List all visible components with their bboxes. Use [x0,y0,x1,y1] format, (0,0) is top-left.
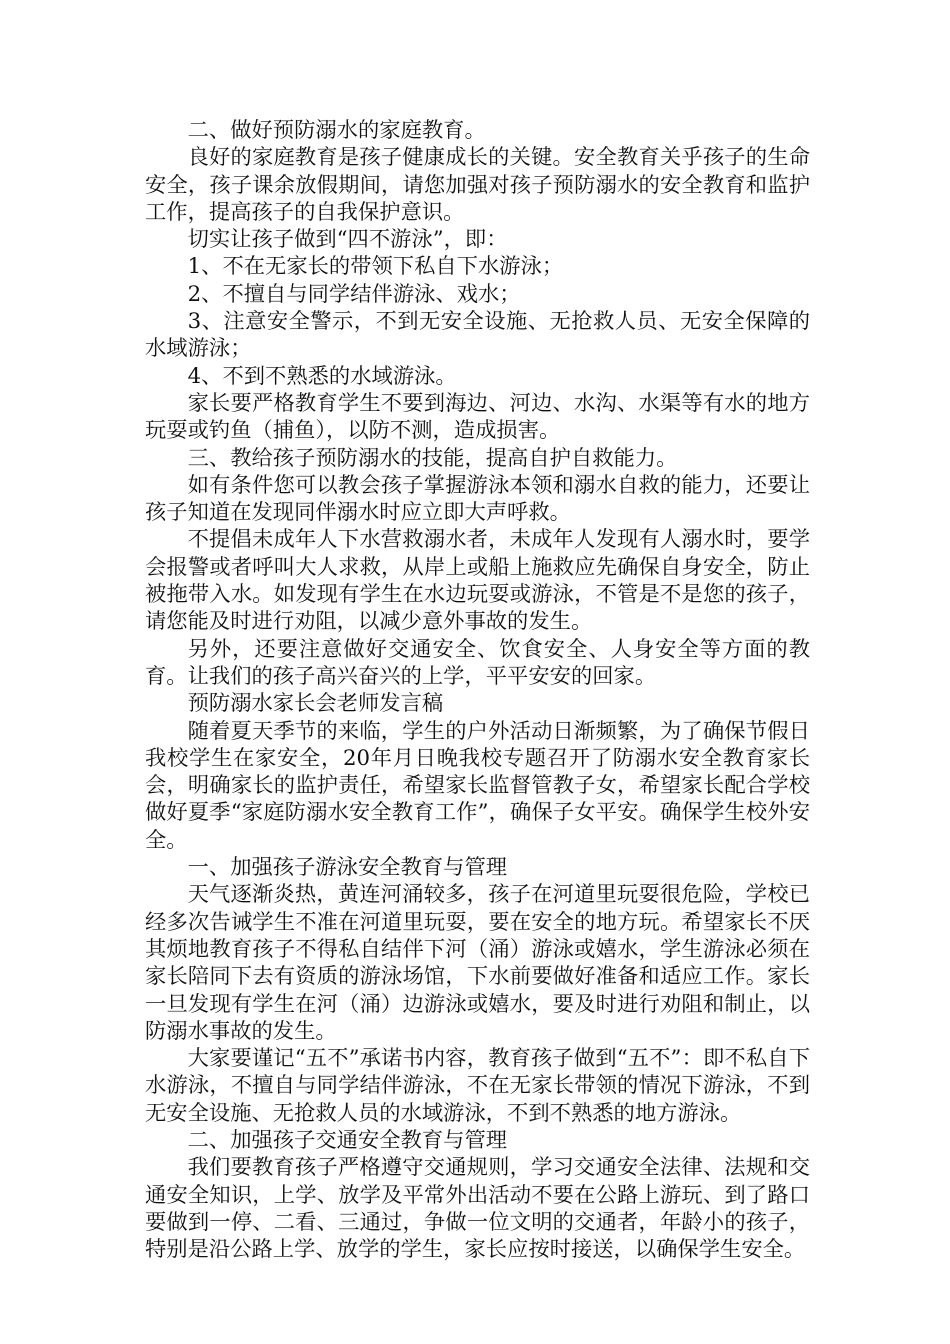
paragraph: 天气逐渐炎热，黄连河涌较多，孩子在河道里玩耍很危险，学校已经多次告诫学生不准在河道里玩耍，要在安全的地方玩。希望家长不厌其烦地教育孩子不得私自结伴下河（涌）游泳或嬉水，学生游泳必须在家长陪同下去有资质的游泳场馆，下水前要做好准备和适应工作。家长一旦发现有学生在河（涌）边游泳或嬉水，要及时进行劝阻和制止，以防溺水事故的发生。 [145,882,810,1044]
document-title: 预防溺水家长会老师发言稿 [187,691,444,717]
list-item: 2、不擅自与同学结伴游泳、戏水； [187,281,521,307]
list-item: 1、不在无家长的带领下私自下水游泳； [187,254,564,280]
document-body [145,117,810,1263]
section-heading-swimming-safety: 一、加强孩子游泳安全教育与管理 [187,855,508,881]
paragraph: 大家要谨记“五不”承诺书内容，教育孩子做到“五不”：即不私自下水游泳，不擅自与同学结伴游泳，不在无家长带领的情况下游泳，不到无安全设施、无抢救人员的水域游泳，不到不熟悉的地方游泳。 [145,1046,810,1126]
paragraph: 我们要教育孩子严格遵守交通规则，学习交通安全法律、法规和交通安全知识，上学、放学及平常外出活动不要在公路上游玩、到了路口要做到一停、二看、三通过，争做一位文明的交通者，年龄小的孩子，特别是沿公路上学、放学的学生，家长应按时接送，以确保学生安全。 [145,1155,810,1263]
section-heading-self-rescue: 三、教给孩子预防溺水的技能，提高自护自救能力。 [187,445,678,471]
paragraph: 如有条件您可以教会孩子掌握游泳本领和溺水自救的能力，还要让孩子知道在发现同伴溺水时应立即大声呼救。 [145,472,810,526]
list-item: 4、不到不熟悉的水域游泳。 [187,363,457,389]
paragraph: 另外，还要注意做好交通安全、饮食安全、人身安全等方面的教育。让我们的孩子高兴奋兴的上学，平平安安的回家。 [145,636,810,689]
paragraph: 家长要严格教育学生不要到海边、河边、水沟、水渠等有水的地方玩耍或钓鱼（捕鱼），以防不测，造成损害。 [145,390,810,444]
section-heading-family-education: 二、做好预防溺水的家庭教育。 [187,118,486,143]
paragraph: 不提倡未成年人下水营救溺水者，未成年人发现有人溺水时，要学会报警或者呼叫大人求救，从岸上或船上施救应先确保自身安全，防止被拖带入水。如发现有学生在水边玩耍或游泳，不管是不是您的孩子，请您能及时进行劝阻，以减少意外事故的发生。 [145,527,810,635]
list-item: 3、注意安全警示，不到无安全设施、无抢救人员、无安全保障的水域游泳； [145,309,810,362]
paragraph: 良好的家庭教育是孩子健康成长的关键。安全教育关乎孩子的生命安全，孩子课余放假期间，请您加强对孩子预防溺水的安全教育和监护工作，提高孩子的自我保护意识。 [145,145,810,225]
paragraph: 随着夏天季节的来临，学生的户外活动日渐频繁，为了确保节假日我校学生在家安全，20年月日晚我校专题召开了防溺水安全教育家长会，明确家长的监护责任，希望家长监督管教子女，希望家长配合学校做好夏季“家庭防溺水安全教育工作”，确保子女平安。确保学生校外安全。 [145,718,810,853]
paragraph: 切实让孩子做到“四不游泳”，即： [187,227,508,253]
section-heading-traffic-safety: 二、加强孩子交通安全教育与管理 [187,1127,508,1153]
